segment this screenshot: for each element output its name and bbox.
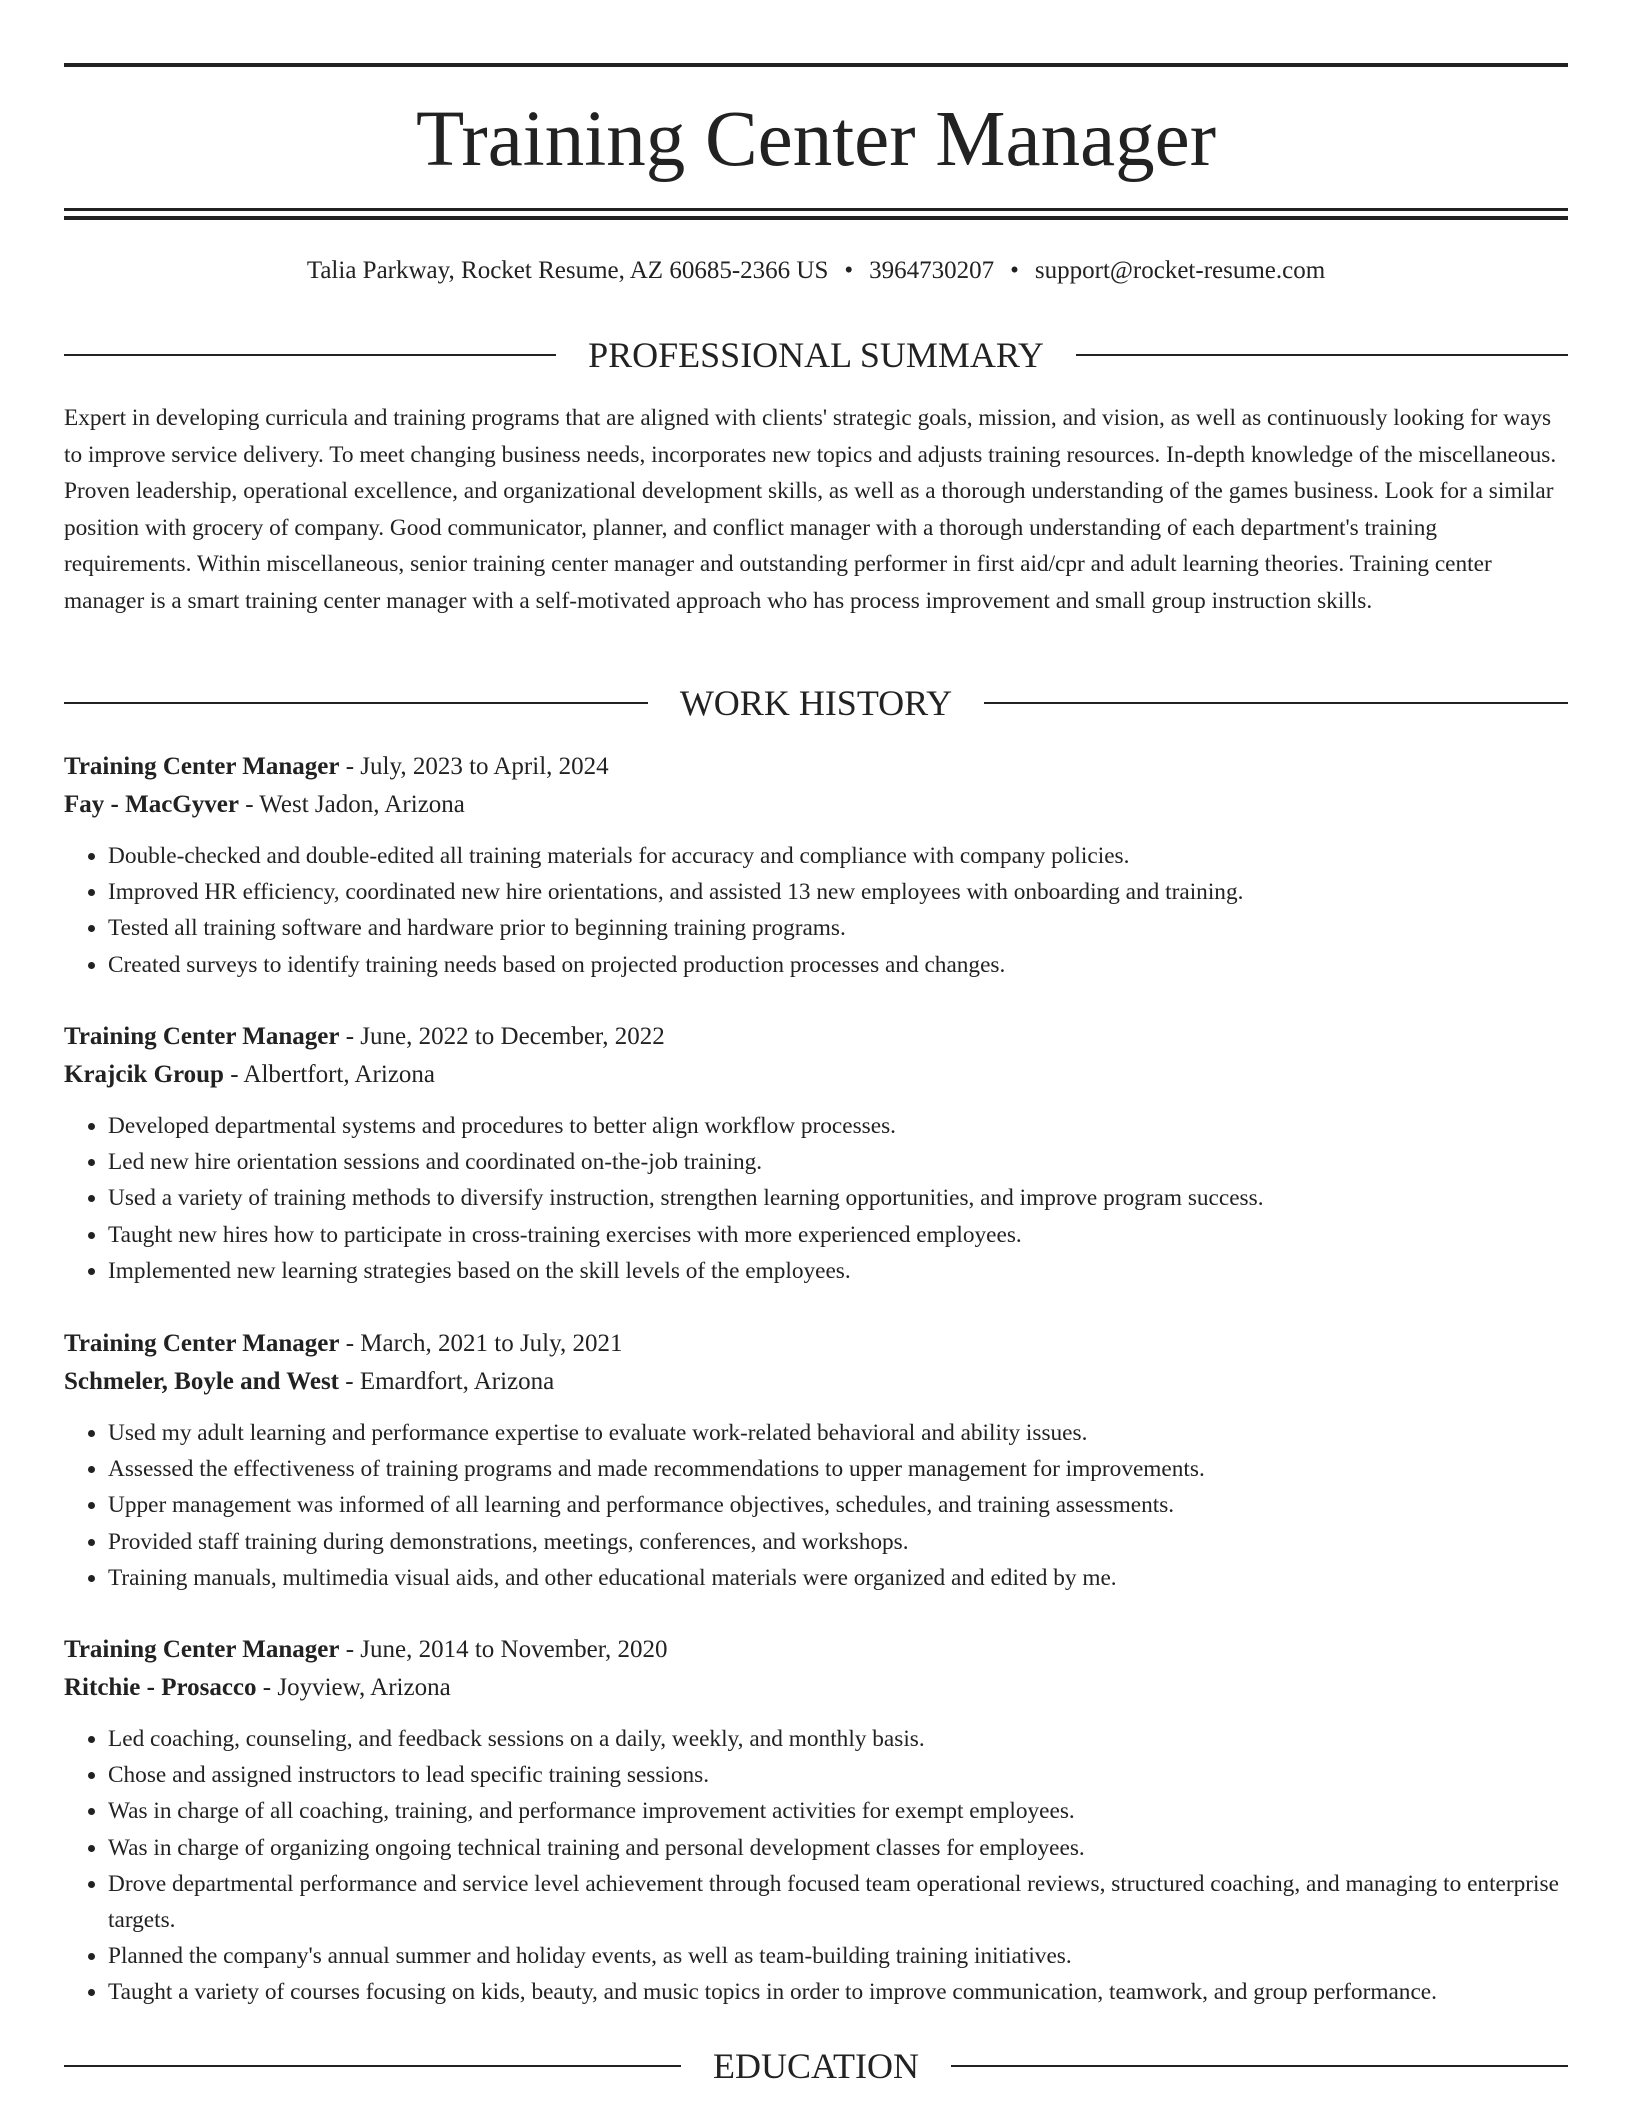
job-bullet: • Was in charge of all coaching, training, and performance improvement activities for exempt employees. (108, 1793, 1568, 1829)
job-bullet: • Upper management was informed of all learning and performance objectives, schedules, and training assessments. (108, 1487, 1568, 1523)
job-company: Fay - MacGyver (64, 791, 239, 818)
job-bullet: • Implemented new learning strategies based on the skill levels of the employees. (108, 1253, 1568, 1289)
job-location: - West Jadon, Arizona (245, 791, 465, 818)
job-location: - Albertfort, Arizona (230, 1061, 436, 1088)
job-bullet-list (64, 838, 1568, 983)
section-heading-education (64, 2046, 1568, 2086)
job-entry (64, 1325, 1568, 1596)
contact-separator: • (1010, 257, 1019, 284)
job-company-line (64, 1669, 1568, 1707)
contact-address: Talia Parkway, Rocket Resume, AZ 60685-2366 US (306, 257, 829, 284)
job-bullet: • Double-checked and double-edited all training materials for accuracy and compliance with company policies. (108, 838, 1568, 874)
job-company-line (64, 786, 1568, 824)
contact-phone: 3964730207 (869, 257, 995, 284)
job-bullet: • Chose and assigned instructors to lead specific training sessions. (108, 1757, 1568, 1793)
section-rule-right (951, 2065, 1568, 2067)
job-company: Krajcik Group (64, 1061, 224, 1088)
job-title: Training Center Manager (64, 1636, 340, 1663)
job-bullet: • Planned the company's annual summer and holiday events, as well as team-building training initiatives. (108, 1938, 1568, 1974)
job-title-line (64, 748, 1568, 786)
job-title-line (64, 1018, 1568, 1056)
job-bullet-list (64, 1415, 1568, 1596)
job-bullet: • Used a variety of training methods to diversify instruction, strengthen learning opportunities, and improve program success. (108, 1180, 1568, 1216)
job-bullet: • Training manuals, multimedia visual aids, and other educational materials were organized and edited by me. (108, 1560, 1568, 1596)
summary-text: Expert in developing curricula and training programs that are aligned with clients' strategic goals, mission, and vision, as well as continuously looking for ways to improve service delivery. To meet changing business needs, incorporates new topics and adjusts training resources. In-depth knowledge of the miscellaneous. Proven leadership, operational excellence, and organizational development skills, as well as a thorough understanding of the games business. Look for a similar position with grocery of company. Good communicator, planner, and conflict manager with a thorough understanding of each department's training requirements. Within miscellaneous, senior training center manager and outstanding performer in first aid/cpr and adult learning theories. Training center manager is a smart training center manager with a self-motivated approach who has process improvement and small group instruction skills. (64, 405, 1557, 614)
job-entry (64, 1631, 1568, 2011)
job-location: - Joyview, Arizona (262, 1674, 451, 1701)
job-title: Training Center Manager (64, 1330, 340, 1357)
contact-email: support@rocket-resume.com (1034, 257, 1326, 284)
job-dates: - June, 2022 to December, 2022 (345, 1023, 665, 1050)
page-title: Training Center Manager (415, 96, 1217, 183)
job-bullet-list (64, 1721, 1568, 2011)
job-dates: - March, 2021 to July, 2021 (345, 1330, 623, 1357)
job-bullet: • Tested all training software and hardware prior to beginning training programs. (108, 910, 1568, 946)
section-title: WORK HISTORY (679, 683, 953, 723)
job-title: Training Center Manager (64, 753, 340, 780)
job-bullet: • Used my adult learning and performance expertise to evaluate work-related behavioral and ability issues. (108, 1415, 1568, 1451)
job-bullet: • Assessed the effectiveness of training programs and made recommendations to upper management for improvements. (108, 1451, 1568, 1487)
job-title: Training Center Manager (64, 1023, 340, 1050)
section-rule-left (64, 702, 648, 704)
job-location: - Emardfort, Arizona (345, 1368, 555, 1395)
job-bullet: • Taught new hires how to participate in cross-training exercises with more experienced employees. (108, 1217, 1568, 1253)
job-dates: - July, 2023 to April, 2024 (345, 753, 609, 780)
job-bullet: • Taught a variety of courses focusing on kids, beauty, and music topics in order to improve communication, teamwork, and group performance. (108, 1974, 1568, 2010)
job-title-line (64, 1325, 1568, 1363)
section-title: EDUCATION (713, 2046, 919, 2086)
contact-line (64, 254, 1568, 288)
job-entry (64, 1018, 1568, 1289)
job-company: Ritchie - Prosacco (64, 1674, 257, 1701)
job-entry (64, 748, 1568, 983)
job-bullet: • Provided staff training during demonstrations, meetings, conferences, and workshops. (108, 1524, 1568, 1560)
job-dates: - June, 2014 to November, 2020 (345, 1636, 668, 1663)
job-title-line (64, 1631, 1568, 1669)
section-rule-right (984, 702, 1568, 704)
top-rule (64, 63, 1568, 67)
job-bullet: • Led new hire orientation sessions and coordinated on-the-job training. (108, 1144, 1568, 1180)
section-rule-left (64, 2065, 681, 2067)
section-rule-left (64, 354, 556, 356)
job-company-line (64, 1056, 1568, 1094)
job-company: Schmeler, Boyle and West (64, 1368, 340, 1395)
section-heading-work-history (64, 683, 1568, 723)
job-bullet: • Developed departmental systems and procedures to better align workflow processes. (108, 1108, 1568, 1144)
job-bullet-list (64, 1108, 1568, 1289)
section-title: PROFESSIONAL SUMMARY (588, 335, 1044, 375)
job-bullet: • Created surveys to identify training needs based on projected production processes and changes. (108, 947, 1568, 983)
job-company-line (64, 1363, 1568, 1401)
section-rule-right (1076, 354, 1568, 356)
job-bullet: • Improved HR efficiency, coordinated new hire orientations, and assisted 13 new employees with onboarding and training. (108, 874, 1568, 910)
title-underline-rule (64, 208, 1568, 211)
job-bullet: • Drove departmental performance and service level achievement through focused team operational reviews, structured coaching, and managing to enterprise targets. (108, 1866, 1568, 1938)
job-bullet: • Was in charge of organizing ongoing technical training and personal development classes for employees. (108, 1830, 1568, 1866)
job-bullet: • Led coaching, counseling, and feedback sessions on a daily, weekly, and monthly basis. (108, 1721, 1568, 1757)
title-underline-rule-double (64, 216, 1568, 220)
contact-separator: • (844, 257, 854, 284)
section-heading-summary (64, 335, 1568, 375)
